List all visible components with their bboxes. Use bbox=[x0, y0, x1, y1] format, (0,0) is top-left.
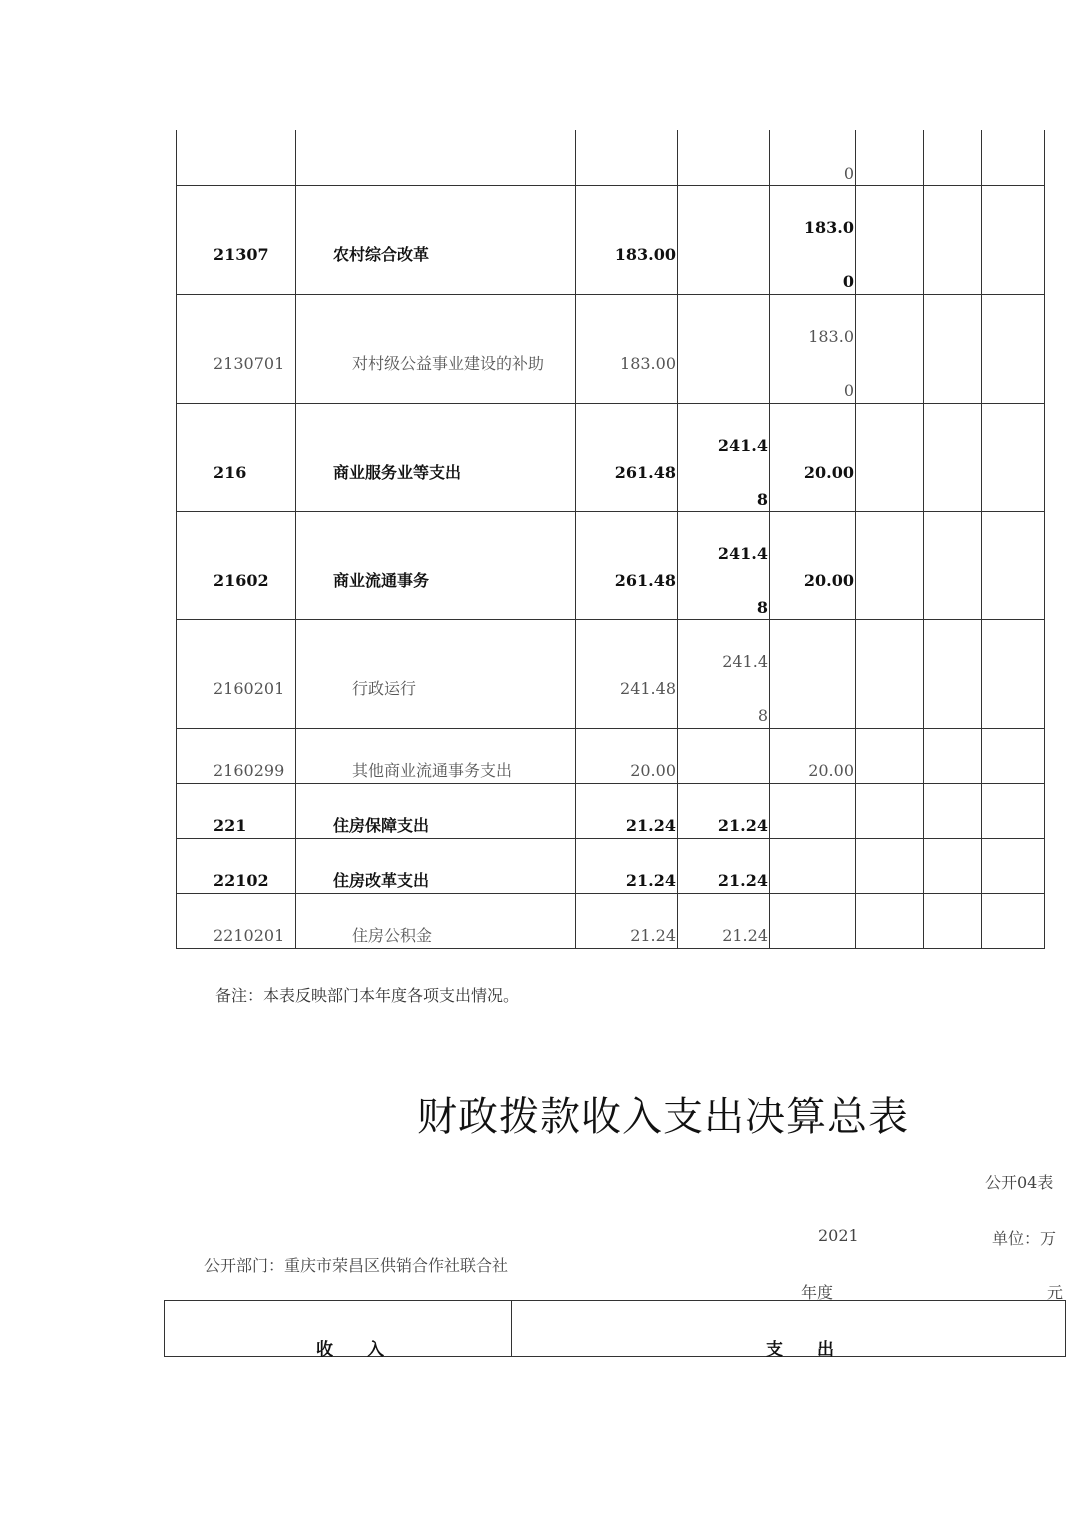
expense-header: 支 出 bbox=[766, 1340, 834, 1360]
basic-cell-bottom: 8 bbox=[756, 490, 768, 509]
basic-cell: 21.24 bbox=[717, 871, 768, 890]
total-cell: 21.24 bbox=[625, 816, 676, 835]
basic-cell-top: 241.4 bbox=[717, 436, 768, 455]
basic-cell: 21.24 bbox=[722, 926, 768, 945]
year-number: 2021 bbox=[818, 1226, 859, 1245]
total-cell: 21.24 bbox=[625, 871, 676, 890]
name-cell: 住房保障支出 bbox=[333, 816, 430, 835]
total-cell: 261.48 bbox=[614, 571, 676, 590]
basic-cell: 21.24 bbox=[717, 816, 768, 835]
table-row bbox=[176, 512, 1045, 620]
code-cell: 22102 bbox=[213, 871, 269, 890]
basic-cell-top: 241.4 bbox=[722, 652, 768, 671]
department-label: 公开部门：重庆市荣昌区供销合作社联合社 bbox=[204, 1256, 509, 1275]
name-cell: 行政运行 bbox=[352, 679, 417, 698]
code-cell: 2160299 bbox=[213, 761, 285, 780]
total-cell: 20.00 bbox=[630, 761, 676, 780]
code-cell: 2160201 bbox=[213, 679, 285, 698]
name-cell: 商业流通事务 bbox=[333, 571, 430, 590]
code-cell: 21602 bbox=[213, 571, 269, 590]
column-divider bbox=[511, 1301, 512, 1356]
basic-cell-bottom: 8 bbox=[757, 706, 768, 725]
code-cell: 2210201 bbox=[213, 926, 285, 945]
total-cell: 241.48 bbox=[620, 679, 676, 698]
table-row bbox=[176, 130, 1045, 186]
project-cell: 20.00 bbox=[803, 571, 854, 590]
name-cell: 农村综合改革 bbox=[333, 245, 430, 264]
total-cell: 261.48 bbox=[614, 463, 676, 482]
expenditure-table bbox=[176, 130, 1045, 949]
table-note: 备注：本表反映部门本年度各项支出情况。 bbox=[215, 986, 520, 1005]
total-cell: 21.24 bbox=[630, 926, 676, 945]
total-cell: 183.00 bbox=[620, 354, 676, 373]
income-header: 收 入 bbox=[316, 1340, 384, 1360]
name-cell: 商业服务业等支出 bbox=[333, 463, 462, 482]
name-cell: 住房改革支出 bbox=[333, 871, 430, 890]
name-cell: 对村级公益事业建设的补助 bbox=[352, 354, 545, 373]
unit-label: 单位：万 bbox=[992, 1229, 1057, 1248]
project-cell: 20.00 bbox=[803, 463, 854, 482]
project-cell-top: 183.0 bbox=[808, 327, 854, 346]
summary-table-header bbox=[164, 1300, 1066, 1357]
table-row bbox=[176, 620, 1045, 729]
section-title: 财政拨款收入支出决算总表 bbox=[417, 1094, 909, 1140]
table-row bbox=[176, 186, 1045, 295]
project-cell-top: 183.0 bbox=[803, 218, 854, 237]
code-cell: 221 bbox=[213, 816, 247, 835]
code-cell: 21307 bbox=[213, 245, 269, 264]
name-cell: 其他商业流通事务支出 bbox=[352, 761, 513, 780]
project-cell-bottom: 0 bbox=[843, 381, 854, 400]
table-row bbox=[176, 839, 1045, 894]
table-row bbox=[176, 295, 1045, 404]
table-row bbox=[176, 894, 1045, 949]
table-row bbox=[176, 404, 1045, 512]
unit-label-suffix: 元 bbox=[1047, 1283, 1064, 1302]
year-label: 年度 bbox=[801, 1283, 834, 1302]
total-cell: 183.00 bbox=[614, 245, 676, 264]
code-cell: 216 bbox=[213, 463, 247, 482]
code-cell: 2130701 bbox=[213, 354, 285, 373]
table-row bbox=[176, 784, 1045, 839]
basic-cell-top: 241.4 bbox=[717, 544, 768, 563]
table-row bbox=[176, 729, 1045, 784]
basic-cell-bottom: 8 bbox=[756, 598, 768, 617]
project-cell: 20.00 bbox=[808, 761, 854, 780]
name-cell: 住房公积金 bbox=[352, 926, 433, 945]
form-number: 公开04表 bbox=[985, 1173, 1054, 1192]
project-cell-bottom: 0 bbox=[842, 272, 854, 291]
project-cell: 0 bbox=[843, 164, 854, 183]
